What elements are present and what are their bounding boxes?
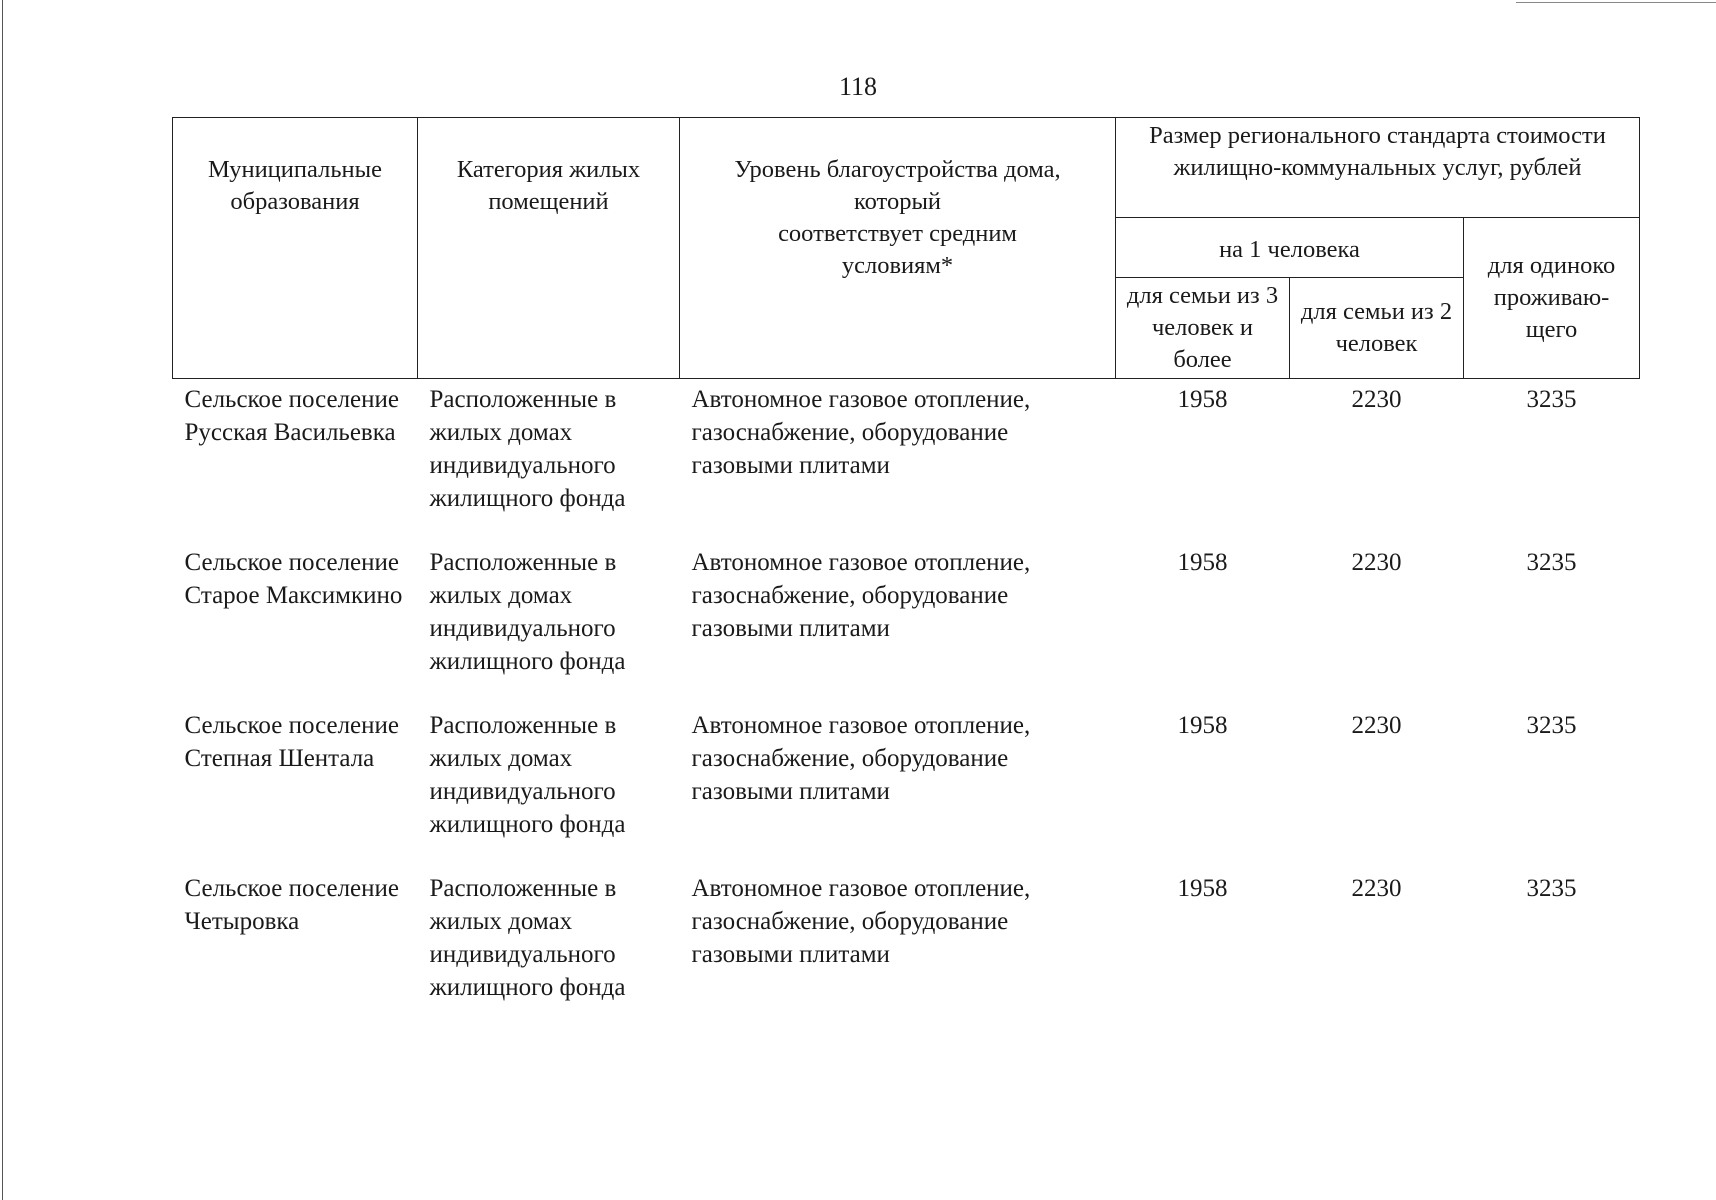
cell-family-2: 2230 [1351, 711, 1402, 739]
header-comfort-level [680, 118, 1116, 379]
table-row [173, 705, 1640, 868]
header-per-person: на 1 человека [1116, 218, 1464, 278]
cell-municipality: Сельское поселение Степная Шентала [184, 711, 400, 772]
page-number: 118 [838, 72, 878, 101]
page-edge-line [2, 0, 3, 1200]
header-standard-size: Размер регионального стандарта стоимости жилищно-коммунальных услуг, рублей [1116, 118, 1640, 218]
cell-municipality: Сельское поселение Четыровка [184, 874, 400, 935]
cell-family-2: 2230 [1351, 548, 1402, 576]
page-edge-line-top [1516, 2, 1716, 3]
table-row [173, 542, 1640, 705]
cell-category: Расположенные в жилых домах индивидуального жилищного фонда [429, 386, 626, 512]
cell-family-3plus: 1958 [1177, 874, 1228, 902]
header-family-2: для семьи из 2 человек [1290, 278, 1464, 379]
cell-comfort: Автономное газовое отопление, газоснабжение, оборудование газовыми плитами [691, 548, 1031, 642]
cell-comfort: Автономное газовое отопление, газоснабжение, оборудование газовыми плитами [691, 711, 1031, 805]
table-row [173, 379, 1640, 542]
cell-municipality: Сельское поселение Русская Васильевка [184, 386, 400, 446]
cell-family-3plus: 1958 [1177, 711, 1228, 739]
header-housing-category: Категория жилых помещений [418, 118, 680, 379]
cell-family-2: 2230 [1351, 386, 1402, 413]
header-single-resident: для одиноко проживаю-щего [1464, 218, 1640, 379]
header-comfort-level-line1: Уровень благоустройства дома, который [734, 156, 1061, 215]
cell-single: 3235 [1526, 386, 1577, 413]
cell-municipality: Сельское поселение Старое Максимкино [184, 548, 403, 609]
cell-category: Расположенные в жилых домах индивидуального жилищного фонда [429, 548, 626, 675]
cell-single: 3235 [1526, 548, 1577, 576]
cell-family-2: 2230 [1351, 874, 1402, 902]
cell-single: 3235 [1526, 711, 1577, 739]
header-family-3plus: для семьи из 3 человек и более [1116, 278, 1290, 379]
table-row [173, 868, 1640, 1031]
cell-single: 3235 [1526, 874, 1577, 902]
cell-comfort: Автономное газовое отопление, газоснабжение, оборудование газовыми плитами [691, 874, 1031, 968]
header-municipality: Муниципальные образования [173, 118, 418, 379]
cell-comfort: Автономное газовое отопление, газоснабжение, оборудование газовыми плитами [691, 386, 1031, 479]
cell-family-3plus: 1958 [1177, 386, 1228, 413]
tariff-table [172, 117, 1640, 1031]
cell-family-3plus: 1958 [1177, 548, 1228, 576]
cell-category: Расположенные в жилых домах индивидуального жилищного фонда [429, 711, 626, 838]
header-comfort-level-line2: соответствует средним условиям* [778, 220, 1017, 279]
cell-category: Расположенные в жилых домах индивидуального жилищного фонда [429, 874, 626, 1001]
